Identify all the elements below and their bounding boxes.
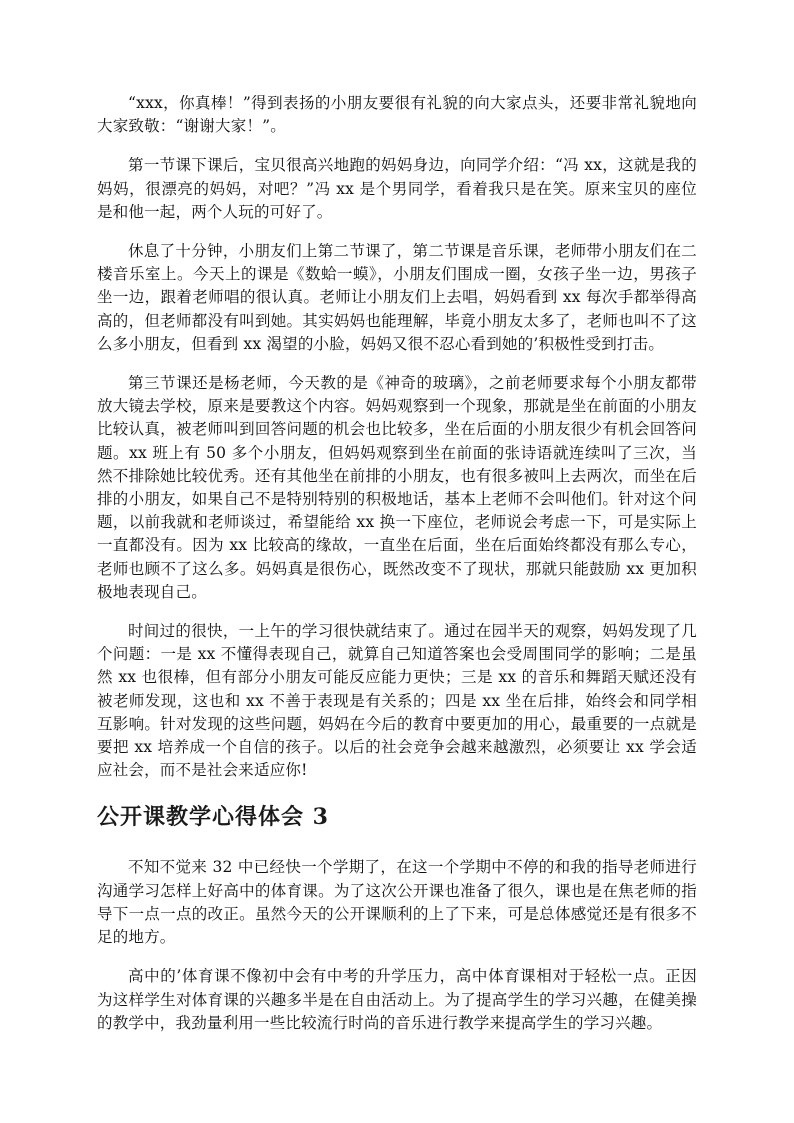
paragraph-third-class: 第三节课还是杨老师，今天教的是《神奇的玻璃》，之前老师要求每个小朋友都带放大镜去学校，原来是要教这个内容。妈妈观察到一个现象，那就是坐在前面的小朋友比较认真，被老师叫到回答问题的机会也比较多，坐在后面的小朋友很少有机会回答问题。xx 班上有 50 多个小朋友，但妈妈观察到坐在前面的张诗语就连续叫了三次，当然不排除她比较优秀。还有其他坐在前排的小朋友，也有很多被叫上去两次，而坐在后排的小朋友，如果自己不是特别特别的积极地话，基本上老师不会叫他们。针对这个问题，以前我就和老师谈过，希望能给 xx 换一下座位，老师说会考虑一下，可是实际上一直都没有。因为 xx 比较高的缘故，一直坐在后面，坐在后面始终都没有那么专心，老师也顾不了这么多。妈妈真是很伤心，既然改变不了现状，那就只能鼓励 xx 更加积极地表现自己。: [97, 374, 697, 601]
paragraph-music-class: 休息了十分钟，小朋友们上第二节课了，第二节课是音乐课，老师带小朋友们在二楼音乐室上。今天上的课是《数蛤一蟆》，小朋友们围成一圈，女孩子坐一边，男孩子坐一边，跟着老师唱的很认真。老师让小朋友们上去唱，妈妈看到 xx 每次手都举得高高的，但老师都没有叫到她。其实妈妈也能理解，毕竟小朋友太多了，老师也叫不了这么多小朋友，但看到 xx 渴望的小脸，妈妈又很不忍心看到她的’积极性受到打击。: [97, 242, 697, 353]
paragraph-semester: 不知不觉来 32 中已经快一个学期了，在这一个学期中不停的和我的指导老师进行沟通学习怎样上好高中的体育课。为了这次公开课也准备了很久，课也是在焦老师的指导下一点一点的改正。虽然今天的公开课顺利的上了下来，可是总体感觉还是有很多不足的地方。: [97, 858, 697, 947]
paragraph-pe-class: 高中的’体育课不像初中会有中考的升学压力，高中体育课相对于轻松一点。正因为这样学生对体育课的兴趣多半是在自由活动上。为了提高学生的学习兴趣，在健美操的教学中，我劲量利用一些比较流行时尚的音乐进行教学来提高学生的学习兴趣。: [97, 967, 697, 1032]
paragraph-first-class: 第一节课下课后，宝贝很高兴地跑的妈妈身边，向同学介绍：“冯 xx，这就是我的妈妈，很漂亮的妈妈，对吧？”冯 xx 是个男同学，看着我只是在笑。原来宝贝的座位是和他一起，两个人玩的可好了。: [97, 156, 697, 221]
paragraph-praise: “xxx，你真棒！”得到表扬的小朋友要很有礼貌的向大家点头，还要非常礼貌地向大家致敬：“谢谢大家！”。: [97, 94, 697, 136]
paragraph-observations: 时间过的很快，一上午的学习很快就结束了。通过在园半天的观察，妈妈发现了几个问题：一是 xx 不懂得表现自己，就算自己知道答案也会受周围同学的影响；二是虽然 xx 也很棒，但有部分小朋友可能反应能力更快；三是 xx 的音乐和舞蹈天赋还没有被老师发现，这也和 xx 不善于表现是有关系的；四是 xx 坐在后排，始终会和同学相互影响。针对发现的这些问题，妈妈在今后的教育中要更加的用心，最重要的一点就是要把 xx 培养成一个自信的孩子。以后的社会竞争会越来越激烈，必须要让 xx 学会适应社会，而不是社会来适应你!: [97, 622, 697, 780]
section-heading: 公开课教学心得体会 3: [97, 804, 329, 831]
document-page: [97, 92, 697, 1051]
